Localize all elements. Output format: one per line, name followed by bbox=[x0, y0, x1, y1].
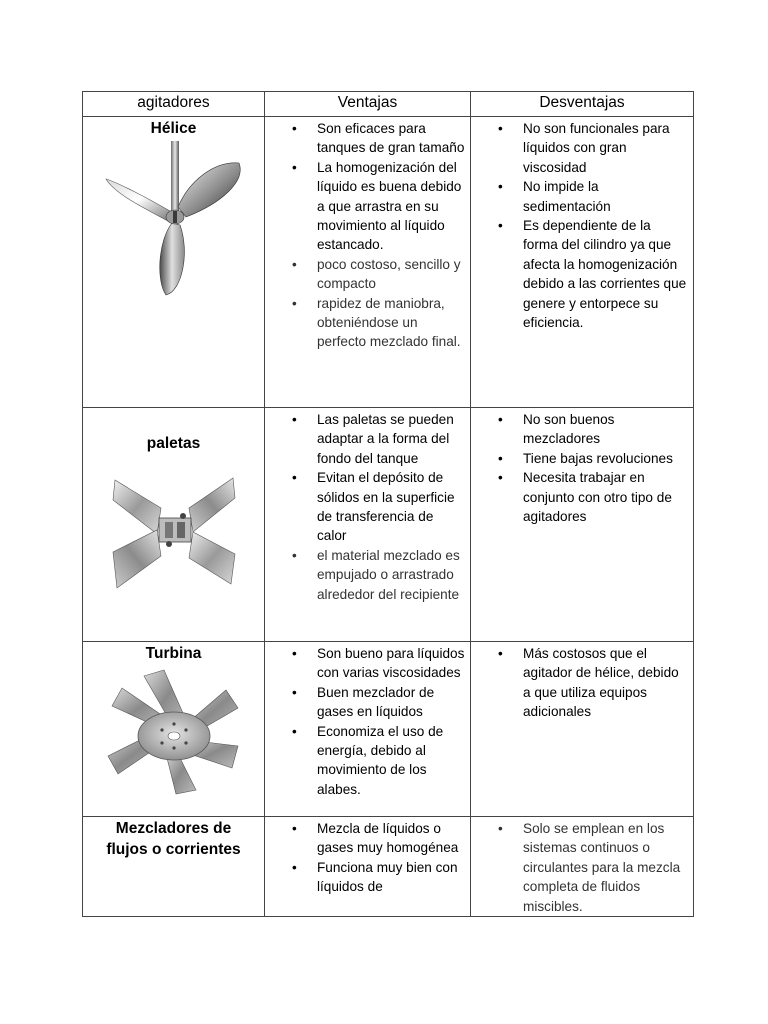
list-item: • Las paletas se pueden adaptar a la forma del fondo del tanque bbox=[265, 410, 470, 468]
list-item: • Economiza el uso de energía, debido al movimiento de los alabes. bbox=[265, 722, 470, 800]
ventajas-list bbox=[265, 642, 470, 799]
list-item: • Evitan el depósito de sólidos en la superficie de transferencia de calor bbox=[265, 468, 470, 546]
header-desventajas: Desventajas bbox=[471, 92, 694, 117]
paddle-agitator-image bbox=[109, 472, 239, 592]
agitador-cell bbox=[83, 408, 265, 642]
desventajas-cell bbox=[471, 817, 694, 917]
header-agitadores: agitadores bbox=[83, 92, 265, 117]
agitador-name: Mezcladores de flujos o corrientes bbox=[106, 820, 241, 858]
table-header-row bbox=[83, 92, 694, 117]
table-row-paletas bbox=[83, 408, 694, 642]
agitador-cell bbox=[83, 642, 265, 817]
list-item: • poco costoso, sencillo y compacto bbox=[265, 255, 470, 294]
ventajas-list bbox=[265, 817, 470, 897]
agitador-cell bbox=[83, 817, 265, 917]
table-row-mezcladores bbox=[83, 817, 694, 917]
ventajas-cell bbox=[265, 642, 471, 817]
list-item: • Mezcla de líquidos o gases muy homogénea bbox=[265, 819, 470, 858]
ventajas-list bbox=[265, 408, 470, 604]
desventajas-list bbox=[471, 117, 693, 332]
list-item: • Funciona muy bien con líquidos de bbox=[265, 858, 470, 897]
header-ventajas: Ventajas bbox=[265, 92, 471, 117]
list-item: • Es dependiente de la forma del cilindro ya que afecta la homogenización debido a las corrientes que genere y entorpece su eficiencia. bbox=[471, 216, 693, 332]
list-item: • Solo se emplean en los sistemas continuos o circulantes para la mezcla completa de fluidos miscibles. bbox=[471, 819, 693, 916]
agitador-name: paletas bbox=[146, 435, 201, 452]
list-item: • Más costosos que el agitador de hélice, debido a que utiliza equipos adicionales bbox=[471, 644, 693, 722]
ventajas-list bbox=[265, 117, 470, 352]
table-row-turbina bbox=[83, 642, 694, 817]
ventajas-cell bbox=[265, 408, 471, 642]
list-item: • el material mezclado es empujado o arrastrado alrededor del recipiente bbox=[265, 546, 470, 604]
desventajas-cell bbox=[471, 642, 694, 817]
list-item: • Buen mezclador de gases en líquidos bbox=[265, 683, 470, 722]
list-item: • No impide la sedimentación bbox=[471, 177, 693, 216]
agitators-table bbox=[82, 91, 694, 917]
list-item: • rapidez de maniobra, obteniéndose un perfecto mezclado final. bbox=[265, 294, 470, 352]
ventajas-cell bbox=[265, 117, 471, 408]
ventajas-cell bbox=[265, 817, 471, 917]
turbine-agitator-image bbox=[104, 666, 244, 796]
desventajas-list bbox=[471, 817, 693, 916]
list-item: • Son eficaces para tanques de gran tamaño bbox=[265, 119, 470, 158]
agitador-name: Turbina bbox=[145, 645, 202, 662]
agitador-name: Hélice bbox=[150, 120, 197, 137]
list-item: • La homogenización del líquido es buena debido a que arrastra en su movimiento al líquido estancado. bbox=[265, 158, 470, 255]
list-item: • Son bueno para líquidos con varias viscosidades bbox=[265, 644, 470, 683]
desventajas-list bbox=[471, 408, 693, 526]
desventajas-cell bbox=[471, 117, 694, 408]
propeller-agitator-image bbox=[94, 141, 254, 301]
list-item: • Tiene bajas revoluciones bbox=[471, 449, 693, 468]
desventajas-list bbox=[471, 642, 693, 722]
list-item: • No son funcionales para líquidos con gran viscosidad bbox=[471, 119, 693, 177]
table-row-helice bbox=[83, 117, 694, 408]
list-item: • No son buenos mezcladores bbox=[471, 410, 693, 449]
desventajas-cell bbox=[471, 408, 694, 642]
list-item: • Necesita trabajar en conjunto con otro tipo de agitadores bbox=[471, 468, 693, 526]
agitador-cell bbox=[83, 117, 265, 408]
